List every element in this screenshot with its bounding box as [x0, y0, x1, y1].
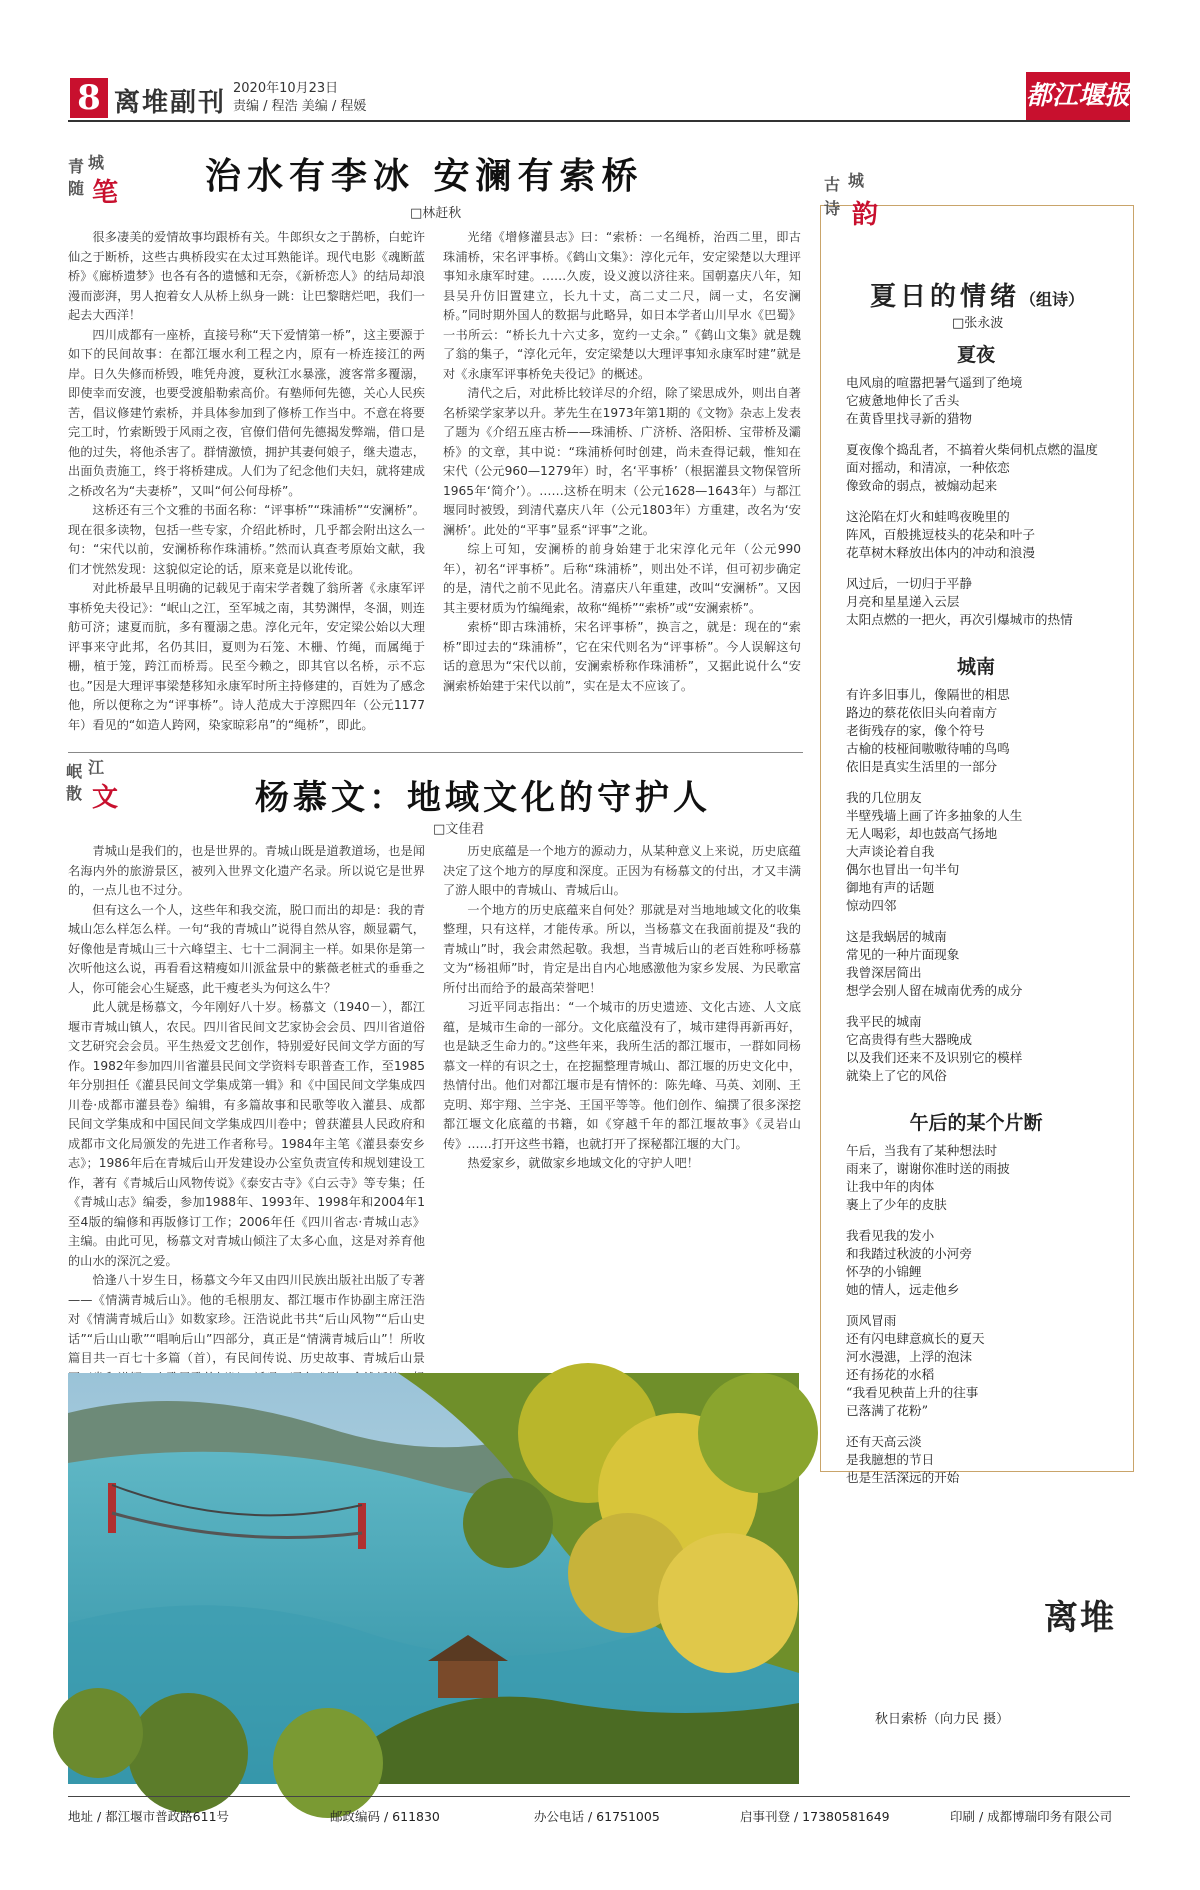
poem-line: 古榆的枝桠间嗷嗷待哺的鸟鸣 [846, 741, 1010, 756]
article-paragraph: 综上可知，安澜桥的前身始建于北宋淳化元年（公元990年），初名“评事桥”。后称“珠浦桥”，则出处不详，但可初步确定的是，清代之前不见此名。清嘉庆八年重建，改叫“安澜桥”。又因其主要材质为竹编绳索，故称“绳桥”“索桥”或“安澜索桥”。 [443, 542, 801, 615]
article-paragraph: 一个地方的历史底蕴来自何处？那就是对当地地域文化的收集整理，只有这样，才能传承。所以，当杨慕文在我面前提及“我的青城山”时，我会肃然起敬。我想，当青城后山的老百姓称呼杨慕文为“杨祖师”时，肯定是出自内心地感激他为家乡发展、为民歌富所付出而给予的最高荣誉吧！ [443, 902, 801, 995]
stamp-char: 城 [88, 153, 105, 172]
article-paragraph: 索桥“即古珠浦桥，宋名评事桥”，换言之，就是：现在的“索桥”即过去的“珠浦桥”，它在宋代则名为“评事桥”。今人误解这句话的意思为“宋代以前，安澜索桥称作珠浦桥”，又据此说什么“安澜索桥始建于宋代以前”，实在是太不应该了。 [443, 620, 801, 693]
poem-line: 太阳点燃的一把火，再次引爆城市的热情 [846, 612, 1073, 627]
article1-byline: □林赶秋 [410, 206, 462, 221]
poem-line: 河水漫漶，上浮的泡沫 [846, 1349, 972, 1364]
poem-line: 偶尔也冒出一句半句 [846, 862, 960, 877]
poem-line: 像致命的弱点，被煽动起来 [846, 478, 998, 493]
poetry-title-text: 夏日的情绪 [870, 282, 1021, 312]
poem-line: 我曾深居简出 [846, 965, 922, 980]
issue-editors: 责编 / 程浩 美编 / 程媛 [233, 99, 367, 114]
article1-column-1 [68, 228, 425, 742]
stamp-char: 城 [848, 171, 865, 190]
poem-title: 城南 [956, 656, 995, 678]
poem-line: 裹上了少年的皮肤 [846, 1197, 947, 1212]
poem-line: 御地有声的话题 [846, 880, 935, 895]
article-paragraph: 但有这么一个人，这些年和我交流，脱口而出的却是：我的青城山怎么样怎么样。一句“我的青城山”说得自然从容，颇显霸气，好像他是青城山三十六峰望主、七十二洞洞主一样。如果你是第一次听他这么说，再看看这精瘦如川派盆景中的紫薇老桩式的垂垂之人，你可能会心生疑惑，此干瘦老头为何这么牛？ [68, 902, 425, 995]
poem-line: 它高贵得有些大器晚成 [846, 1032, 972, 1047]
article2-column-2 [443, 842, 801, 1354]
poem-line: 也是生活深远的开始 [846, 1470, 960, 1485]
article1-title: 治水有李冰 安澜有索桥 [205, 155, 644, 197]
article-paragraph: 清代之后，对此桥比较详尽的介绍，除了梁思成外，则出自著名桥梁学家茅以升。茅先生在1973年第1期的《文物》杂志上发表了题为《介绍五座古桥——珠浦桥、广济桥、洛阳桥、宝带桥及灞桥》的文章，其中说：“珠浦桥何时创建，尚未查得记载，惟知在宋代（公元960—1279年）时，名‘平事桥’（根据灌县文物保管所1965年‘简介’）。……这桥在明末（公元1628—1643年）与都江堰同时被毁，到清代嘉庆八年（公元1803年）方重建，改名为‘安澜桥’。此处的“平事”显系“评事”之讹。 [443, 386, 801, 537]
poem-line: 阵风，百般挑逗枝头的花朵和叶子 [846, 527, 1035, 542]
poem-line: 让我中年的肉体 [846, 1179, 935, 1194]
column-stamp-prose [62, 755, 124, 817]
poem-line: 是我臆想的节日 [846, 1452, 935, 1467]
poem-line: 无人喝彩，却也鼓高气扬地 [846, 826, 998, 841]
poem-line: 怀孕的小锦鲤 [846, 1264, 922, 1279]
poem-line: 顶风冒雨 [846, 1313, 897, 1328]
stamp-char: 岷 [66, 762, 83, 781]
header-rule [68, 120, 1130, 122]
article2-title: 杨慕文：地域文化的守护人 [255, 778, 711, 818]
article-paragraph: 对此桥最早且明确的记载见于南宋学者魏了翁所著《永康军评事桥免夫役记》：“岷山之江，至军城之南，其势渊悍，冬涸，则连舫可济；逮夏而肮，多有覆溺之患。淳化元年，安定梁公始以大理评事来守此邦，名仍其旧，夏则为石笼、木栅、竹绳，而属绳于栅，植于笼，跨江而桥焉。民至今赖之，即其官以名桥，示不忘也。”因是大理评事梁楚移知永康军时所主持修建的，百姓为了感念他，所以便称之为“评事桥”。诗人范成大于淳熙四年（公元1177年）看见的“如造人跨网，染家晾彩帛”的“绳桥”，即此。 [68, 581, 425, 732]
poem-line: 这沦陷在灯火和蛙鸣夜晚里的 [846, 509, 1010, 524]
poem-title: 午后的某个片断 [909, 1112, 1043, 1134]
poetry-subtitle: （组诗） [1020, 290, 1085, 309]
poem-line: 和我踏过秋波的小河旁 [846, 1246, 972, 1261]
poem-line: 就染上了它的风俗 [846, 1068, 947, 1083]
stamp-char: 笔 [92, 178, 119, 208]
poem-line: 风过后，一切归于平静 [846, 576, 972, 591]
article1-column-2 [443, 228, 801, 742]
poem-line: 常见的一种片面现象 [846, 947, 960, 962]
stamp-char: 诗 [824, 199, 841, 218]
poem-line: 路边的蔡花依旧头向着南方 [846, 705, 998, 720]
poetry-title [870, 276, 1084, 313]
stamp-char: 文 [92, 783, 119, 813]
poem-line: 夏夜像个捣乱者，不搞着火柴伺机点燃的温度 [846, 442, 1098, 457]
poem-line: 有许多旧事儿，像隔世的相思 [846, 687, 1010, 702]
poem-line: 在黄昏里找寻新的猎物 [846, 411, 972, 426]
poem-line: 还有天高云淡 [846, 1434, 922, 1449]
poem-line: 想学会别人留在城南优秀的成分 [846, 983, 1023, 998]
article-paragraph: 历史底蕴是一个地方的源动力，从某种意义上来说，历史底蕴决定了这个地方的厚度和深度。正因为有杨慕文的付出，才又丰满了游人眼中的青城山、青城后山。 [443, 844, 801, 897]
poem-line: 雨来了，谢谢你准时送的雨披 [846, 1161, 1010, 1176]
footer-address: 地址 / 都江堰市普政路611号 [68, 1809, 230, 1824]
poem-line: 她的情人，远走他乡 [846, 1282, 960, 1297]
article-paragraph: 光绪《增修灌县志》曰：“索桥：一名绳桥，治西二里，即古珠浦桥，宋名评事桥。《鹤山文集》：淳化元年，安定梁楚以大理评事知永康军时建。……久废，设义渡以济往来。国朝嘉庆八年，知县吴升仿旧置建立，长九十丈，高二丈二尺，阔一丈，名安澜桥。”同时期外国人的数据与此略异，如日本学者山川早水《巴蜀》一书所云：“桥长九十六丈多，宽约一丈余。”《鹤山文集》就是魏了翁的集子，“淳化元年，安定梁楚以大理评事知永康军时建”就是对《永康军评事桥免夫役记》的概述。 [443, 230, 801, 381]
poem-title: 夏夜 [956, 344, 995, 366]
footer-printer: 印刷 / 成都博瑞印务有限公司 [950, 1809, 1113, 1824]
article2-column-1 [68, 842, 425, 1365]
page-number: 8 [70, 78, 108, 118]
stamp-char: 江 [88, 758, 105, 777]
footer-postcode: 邮政编码 / 611830 [330, 1809, 440, 1824]
issue-date: 2020年10月23日 [233, 81, 339, 96]
footer-ad-phone: 启事刊登 / 17380581649 [740, 1809, 890, 1824]
poem-line: 午后，当我有了某种想法时 [846, 1143, 998, 1158]
poem-line: 大声谈论着自我 [846, 844, 935, 859]
section-name: 离堆副刊 [114, 88, 227, 118]
footer-office-phone: 办公电话 / 61751005 [534, 1809, 660, 1824]
article2-byline: □文佳君 [433, 822, 485, 837]
poem-line: 它疲惫地伸长了舌头 [846, 393, 960, 408]
footer-rule [68, 1796, 1130, 1797]
poem-line: 花草树木释放出体内的冲动和浪漫 [846, 545, 1035, 560]
article-paragraph: 此人就是杨慕文，今年刚好八十岁。杨慕文（1940－），都江堰市青城山镇人，农民。四川省民间文艺家协会会员、四川省道俗文艺研究会会员。平生热爱文艺创作，特别爱好民间文学方面的写作。1982年参加四川省灌县民间文学资料专职普查工作，至1985年分别担任《灌县民间文学集成第一辑》和《中国民间文学集成四川卷·成都市灌县卷》编辑，有多篇故事和民歌等收入灌县、成都民间文学集成和中国民间文学集成四川卷中；曾获灌县人民政府和成都市文化局颁发的先进工作者称号。1984年主笔《灌县泰安乡志》；1986年后在青城后山开发建设办公室负责宣传和规划建设工作，著有《青城后山风物传说》《泰安古寺》《白云寺》等专集；任《青城山志》编委，参加1988年、1993年、1998年和2004年1至4版的编修和再版修订工作；2006年任《四川省志·青城山志》主编。由此可见，杨慕文对青城山倾注了太多心血，这是对养育他的山水的深沉之爱。 [68, 1000, 425, 1268]
poem-line: 惊动四邻 [846, 898, 897, 913]
poem-line: 以及我们还来不及识别它的模样 [846, 1050, 1023, 1065]
stamp-char: 古 [824, 175, 841, 194]
article-paragraph: 这桥还有三个文雅的书面名称：“评事桥”“珠浦桥”“安澜桥”。现在很多读物，包括一些专家，介绍此桥时，几乎都会附出这么一句：“宋代以前，安澜桥称作珠浦桥。”然而认真查考原始文献，我们才恍然发现：这貌似定论的话，原来竟是以讹传讹。 [68, 503, 425, 576]
corner-stamp-text: 离堆 [1044, 1598, 1116, 1638]
poem-line: 我平民的城南 [846, 1014, 922, 1029]
article-divider [68, 752, 803, 753]
stamp-char: 散 [66, 784, 83, 803]
column-stamp-poetry [820, 168, 882, 230]
stamp-char: 青 [68, 157, 85, 176]
article-paragraph: 四川成都有一座桥，直接号称“天下爱情第一桥”，这主要源于如下的民间故事：在都江堰水利工程之内，原有一桥连接江的两岸。日久失修而桥毁，唯凭舟渡，夏秋江水暴涨，渡客常多覆溺，即使幸而安渡，也要受渡船勒索高价。有塾师何先德，关心人民疾苦，倡议修建竹索桥，并具体参加到了修桥工作当中。不意在将要完工时，竹索断毁于风雨之夜，官僚们借何先德揭发弊端，借口是他的过失，将他杀害了。群情激愤，拥护其妻何娘子，继夫遗志，出面负责施工，终于将桥建成。人们为了纪念他们夫妇，就将建成之桥改名为“夫妻桥”，又叫“何公何母桥”。 [68, 327, 425, 498]
photo-suspension-bridge [68, 1373, 799, 1784]
poetry-author: □张永波 [952, 316, 1004, 331]
poem-line: 这是我蜗居的城南 [846, 929, 947, 944]
issue-meta [233, 80, 366, 116]
photo-caption: 秋日索桥（向力民 摄） [875, 1712, 1010, 1727]
article-paragraph: 热爱家乡，就做家乡地域文化的守护人吧！ [467, 1156, 699, 1170]
corner-stamp [1044, 1590, 1116, 1639]
poem-line: “我看见秧苗上升的往事 [846, 1385, 979, 1400]
column-stamp-essay [62, 150, 124, 212]
article-paragraph: 习近平同志指出：“一个城市的历史遗迹、文化古迹、人文底蕴，是城市生命的一部分。文化底蕴没有了，城市建得再新再好，也是缺乏生命力的。”这些年来，我所生活的都江堰市，一群如同杨慕文一样的有识之士，在挖掘整理青城山、都江堰的历史文化中，热情付出。他们对都江堰市是有情怀的：陈先峰、马英、刘刚、王克明、郑宇翔、兰宇尧、王国平等等。他们创作、编撰了很多深挖都江堰文化底蕴的书籍，如《穿越千年的都江堰故事》《灵岩山传》……打开这些书籍，也就打开了探秘都江堰的大门。 [443, 1000, 801, 1151]
poem-line: 老街残存的家，像个符号 [846, 723, 985, 738]
poem-line: 我看见我的发小 [846, 1228, 935, 1243]
article-paragraph: 青城山是我们的，也是世界的。青城山既是道教道场，也是闻名海内外的旅游景区，被列入世界文化遗产名录。所以说它是世界的，一点儿也不过分。 [68, 844, 425, 897]
poem-line: 月亮和星星递入云层 [846, 594, 960, 609]
stamp-char: 随 [68, 179, 85, 198]
poem-line: 我的几位朋友 [846, 790, 922, 805]
poem-line: 半壁残墙上画了许多抽象的人生 [846, 808, 1023, 823]
poem-line: 还有扬花的水稻 [846, 1367, 935, 1382]
poem-line: 还有闪电肆意疯长的夏天 [846, 1331, 985, 1346]
article-paragraph: 恰逢八十岁生日，杨慕文今年又由四川民族出版社出版了专著——《情满青城后山》。他的毛根朋友、都江堰市作协副主席汪浩对《情满青城后山》如数家珍。汪浩说此书共“后山风物”“后山史话”“后山山歌”“唱响后山”四部分，真正是“情满青城后山”！所收篇目共一百七十多篇（首），有民间传说、历史故事、青城后山景 [68, 1273, 425, 1365]
poem-line: 电风扇的喧嚣把暑气遥到了绝境 [846, 375, 1023, 390]
poem-line: 已落满了花粉” [846, 1403, 929, 1418]
article-paragraph: 很多凄美的爱情故事均跟桥有关。牛郎织女之于鹊桥，白蛇许仙之于断桥，这些古典桥段实在太过耳熟能详。现代电影《魂断蓝桥》《廊桥遗梦》也各有各的遗憾和无奈，《新桥恋人》的结局却浪漫而澎湃，男人抱着女人从桥上纵身一跳：让巴黎瞎烂吧，我们一起去大西洋！ [68, 230, 425, 322]
newspaper-logo: 都江堰报 [1026, 72, 1130, 120]
poem-line: 依旧是真实生活里的一部分 [846, 759, 998, 774]
stamp-char: 韵 [852, 200, 879, 230]
poem-line: 面对摇动，和清凉，一种依恋 [846, 460, 1010, 475]
